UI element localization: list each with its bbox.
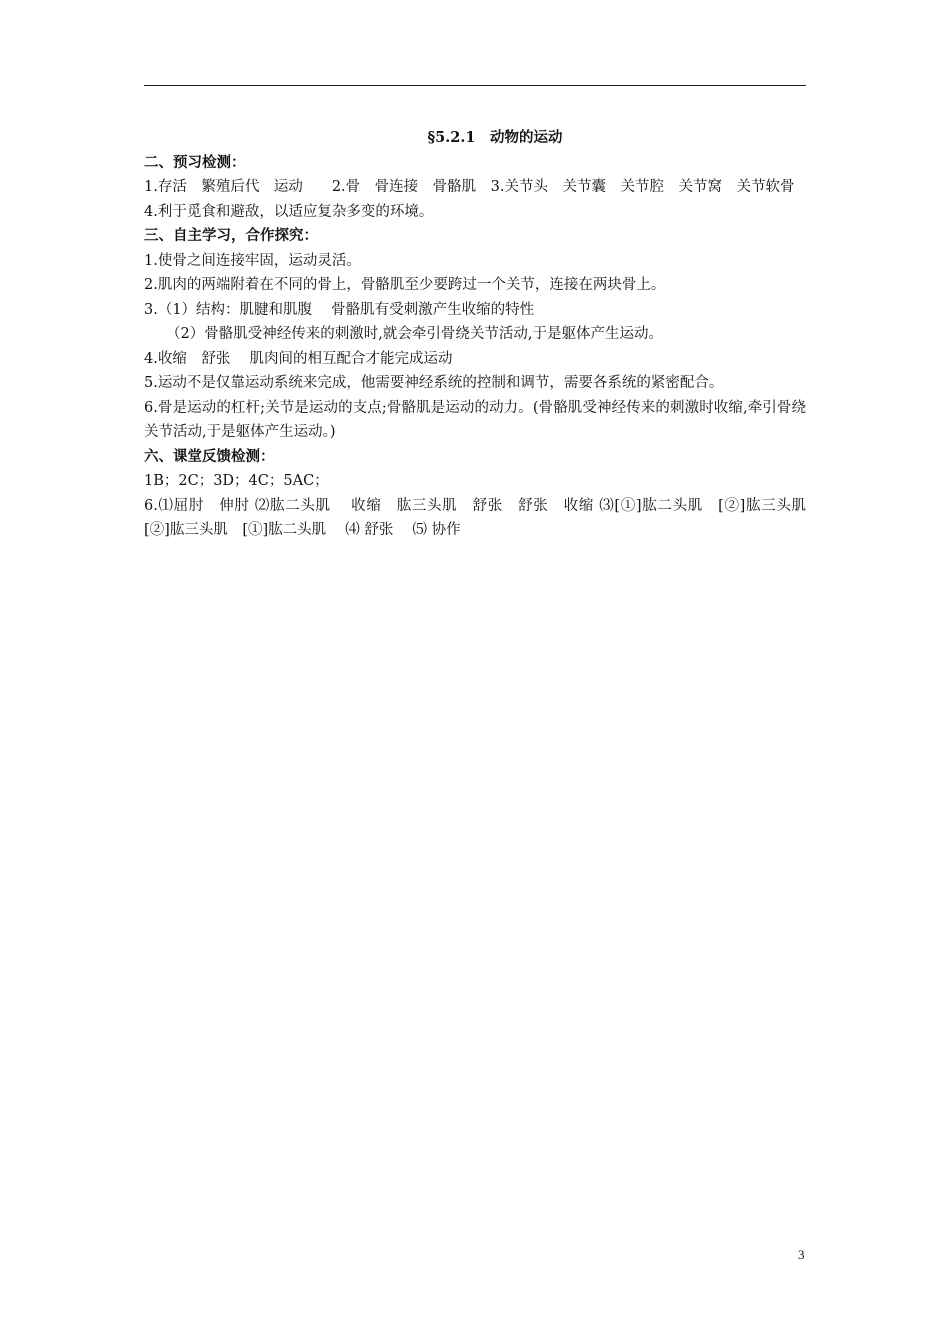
answer-line: 2.肌肉的两端附着在不同的骨上，骨骼肌至少要跨过一个关节，连接在两块骨上。 — [144, 277, 666, 293]
answer-line: 1.存活 繁殖后代 运动 2.骨 骨连接 骨骼肌 3.关节头 关节囊 关节腔 关节窝 关节软骨 — [144, 179, 795, 195]
section-self-study — [144, 224, 806, 445]
document-body — [144, 126, 821, 543]
answer-line: 4.利于觅食和避敌，以适应复杂多变的环境。 — [144, 203, 434, 220]
answer-line: 4.收缩 舒张 肌肉间的相互配合才能完成运动 — [144, 350, 453, 367]
section-feedback-check — [144, 445, 821, 543]
page-number: 3 — [798, 1247, 805, 1262]
answer-line: 3.（1）结构：肌腱和肌腹 骨骼肌有受刺激产生收缩的特性 — [144, 301, 535, 318]
answer-line: 6.⑴屈肘 伸肘 ⑵肱二头肌 收缩 肱三头肌 舒张 舒张 收缩 ⑶[①]肱二头肌 [②]肱三头肌 [②]肱三头肌 [①]肱二头肌 ⑷ 舒张 ⑸ 协作 — [144, 497, 821, 538]
section-heading: 六、课堂反馈检测： — [144, 447, 275, 465]
section-heading: 三、自主学习，合作探究： — [144, 227, 318, 244]
answer-line: 1.使骨之间连接牢固，运动灵活。 — [144, 252, 361, 269]
answer-line: 5.运动不是仅靠运动系统来完成，他需要神经系统的控制和调节，需要各系统的紧密配合。 — [144, 375, 724, 391]
answer-line: 6.骨是运动的杠杆;关节是运动的支点;骨骼肌是运动的动力。(骨骼肌受神经传来的刺激时收缩,牵引骨绕关节活动,于是躯体产生运动。) — [144, 399, 806, 440]
answer-line: （2）骨骼肌受神经传来的刺激时,就会牵引骨绕关节活动,于是躯体产生运动。 — [166, 326, 663, 342]
header-rule — [144, 85, 806, 86]
answer-line: 1B；2C；3D；4C；5AC； — [144, 473, 329, 489]
section-heading: 二、预习检测： — [144, 153, 246, 171]
section-preview-check — [144, 151, 806, 225]
page-title: §5.2.1 动物的运动 — [427, 129, 563, 146]
